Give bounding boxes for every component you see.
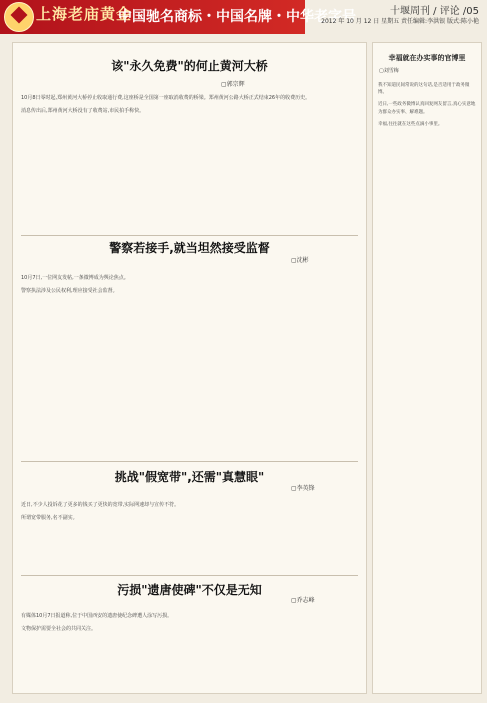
sidebar-column — [372, 42, 482, 694]
section-title: 十堰周刊 / 评论 /05 — [390, 6, 479, 17]
article-paragraph: 所谓宽带服务,名不副实。 — [21, 515, 78, 521]
article-paragraph: 消息传出后,郑州黄河大桥没有了收费站,市民拍手称快。 — [21, 108, 145, 114]
article-title: 该"永久免费"的何止黄河大桥 — [111, 59, 268, 73]
article-title: 挑战"假宽带",还需"真慧眼" — [114, 470, 265, 484]
main-column — [12, 42, 367, 694]
divider — [21, 235, 358, 236]
header-banner — [0, 0, 356, 34]
article-paragraph: 10月8日零时起,郑州黄河大桥停止收取通行费,这座桥是全国第一座取消收费的桥梁。郑州黄河公路大桥正式结束26年的收费历史。 — [21, 95, 311, 101]
article-body — [21, 89, 358, 234]
article-byline: ▢郭宗辉 — [221, 81, 245, 88]
article-body — [21, 269, 358, 454]
sidebar-title: 幸福就在办实事的官博里 — [388, 54, 466, 62]
article-paragraph: 警察执法涉及公民权利,理应接受社会监督。 — [21, 288, 118, 294]
article-byline: ▢李英锋 — [291, 485, 315, 492]
divider — [21, 575, 358, 576]
sidebar-byline: ▢刘雪梅 — [379, 68, 399, 74]
article-byline: ▢乔志峰 — [291, 597, 315, 604]
article-paragraph: 近日,不少人投诉花了更多的钱买了更快的宽带,实际网速却与宣传不符。 — [21, 502, 180, 508]
article-title: 污损"遗唐使碑"不仅是无知 — [117, 583, 262, 597]
masthead — [312, 0, 487, 34]
article-title: 警察若接手,就当坦然接受监督 — [109, 241, 270, 255]
sidebar-body — [378, 77, 476, 685]
article-paragraph: 有媒体10月7日报道称,位于中国西安的遗唐使纪念碑遭人涂写污损。 — [21, 613, 173, 619]
brand-seal-icon — [4, 2, 34, 32]
article-paragraph: 文物保护需要全社会的共同关注。 — [21, 626, 97, 632]
sidebar-paragraph: 我不知道民间常说的这句话,是否适用于政务微博。 — [378, 82, 470, 95]
article-body — [21, 607, 358, 689]
article-paragraph: 10月7日,一位网友发帖,一条微博成为舆论焦点。 — [21, 275, 129, 281]
brand-slogan: 中国驰名商标・中国名牌・中华老字号 — [118, 9, 356, 25]
divider — [21, 461, 358, 462]
sidebar-paragraph: 近日,一些政务微博认真回复网友留言,真心实意地为群众办实事、解难题。 — [378, 102, 476, 115]
sidebar-paragraph: 幸福,往往就在这些点滴小事里。 — [378, 121, 443, 127]
brand-logo: 上海老庙黄金 — [36, 5, 133, 23]
issue-line: 2012 年 10 月 12 日 星期五 责任编辑:李洪银 版式:陈小艳 — [321, 18, 479, 25]
article-byline: ▢沈彬 — [291, 257, 309, 264]
